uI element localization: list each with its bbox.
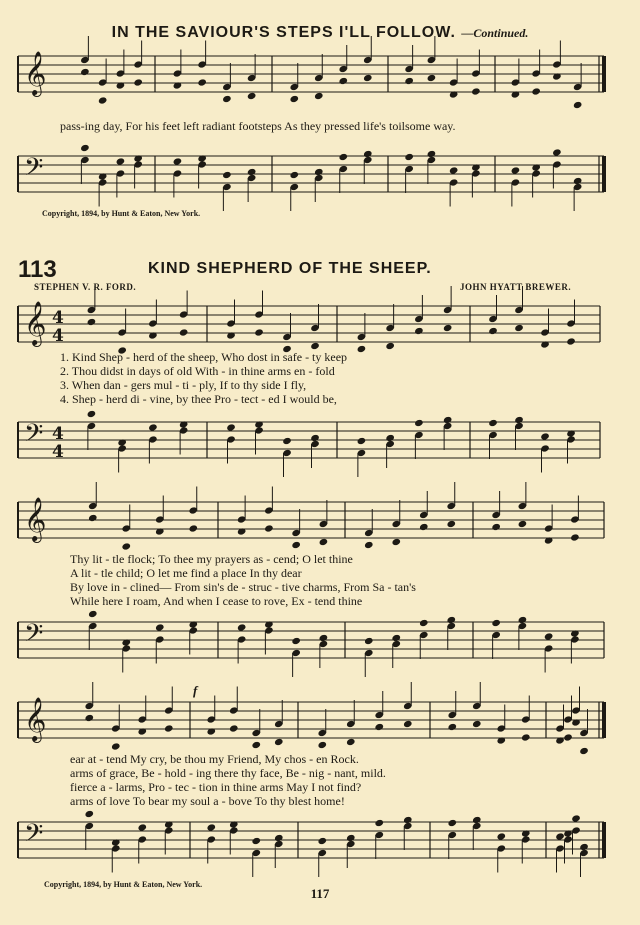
note-head: [385, 434, 395, 442]
note-head: [87, 410, 97, 418]
note-head: [472, 816, 482, 824]
note-head: [247, 92, 257, 100]
note-head: [317, 741, 327, 749]
note-head: [514, 324, 524, 332]
note-head: [310, 342, 320, 350]
note-head: [314, 168, 324, 176]
note-head: [251, 837, 261, 845]
note-head: [111, 742, 121, 750]
note-head: [222, 171, 232, 179]
note-head: [179, 328, 189, 336]
note-head: [319, 538, 329, 546]
note-head: [374, 819, 384, 827]
note-head: [254, 328, 264, 336]
note-head: [404, 153, 414, 161]
continued-copyright: Copyright, 1894, by Hunt & Eaton, New York.: [42, 209, 201, 218]
note-head: [237, 623, 247, 631]
note-head: [579, 843, 589, 851]
note-head: [471, 87, 481, 95]
clefs: [24, 51, 64, 854]
note-head: [414, 327, 424, 335]
bass-clef: 𝄢: [24, 153, 44, 188]
note-head: [173, 157, 183, 165]
note-head: [88, 610, 98, 618]
time-signature-bottom: 4: [52, 442, 64, 462]
treble-clef: 𝄞: [24, 697, 47, 741]
note-head: [472, 720, 482, 728]
note-head: [563, 733, 573, 741]
note-heads: [80, 36, 589, 877]
note-head: [80, 68, 90, 76]
verse-line: 4. Shep - herd di - vine, by thee Pro - tect - ed I would be,: [60, 392, 337, 406]
note-head: [188, 524, 198, 532]
note-head: [521, 733, 531, 741]
note-head: [357, 345, 367, 353]
note-head: [357, 437, 367, 445]
note-head: [197, 78, 207, 86]
note-head: [544, 632, 554, 640]
note-head: [84, 714, 94, 722]
continued-hymn-title: IN THE SAVIOUR'S STEPS I'LL FOLLOW. —Continued.: [111, 24, 529, 41]
note-head: [518, 520, 528, 528]
time-signature-top: 4: [52, 424, 64, 444]
note-head: [555, 832, 565, 840]
note-head: [164, 724, 174, 732]
note-head: [414, 419, 424, 427]
note-head: [491, 523, 501, 531]
verse-line: While here I roam, And when I cease to rove, Ex - tend thine: [70, 594, 363, 608]
verse-line: A lit - tle child; O let me find a place In thy dear: [70, 566, 302, 580]
note-head: [226, 423, 236, 431]
note-head: [274, 738, 284, 746]
note-head: [247, 168, 257, 176]
note-head: [363, 150, 373, 158]
note-head: [310, 434, 320, 442]
note-head: [449, 166, 459, 174]
dynamic-forte: f: [193, 683, 198, 698]
note-head: [403, 720, 413, 728]
note-head: [419, 523, 429, 531]
hymn-copyright: Copyright, 1894, by Hunt & Eaton, New York.: [44, 880, 203, 889]
verse-line: arms of love To bear my soul a - bove To thy blest home!: [70, 794, 345, 808]
note-head: [133, 78, 143, 86]
note-head: [531, 87, 541, 95]
note-head: [518, 616, 528, 624]
note-head: [346, 738, 356, 746]
note-head: [427, 74, 437, 82]
note-head: [514, 416, 524, 424]
treble-clef: 𝄞: [24, 301, 47, 345]
note-head: [566, 337, 576, 345]
note-head: [363, 74, 373, 82]
note-head: [121, 542, 131, 550]
bass-clef: 𝄢: [24, 819, 44, 854]
note-head: [552, 148, 562, 156]
note-head: [488, 419, 498, 427]
author-credit: STEPHEN V. R. FORD.: [34, 282, 137, 292]
note-head: [447, 819, 457, 827]
note-head: [251, 741, 261, 749]
treble-clef: 𝄞: [24, 497, 47, 541]
note-head: [116, 157, 126, 165]
note-head: [346, 834, 356, 842]
note-head: [338, 153, 348, 161]
note-head: [443, 324, 453, 332]
note-head: [403, 816, 413, 824]
note-head: [391, 634, 401, 642]
note-head: [488, 327, 498, 335]
note-head: [427, 150, 437, 158]
note-head: [573, 101, 583, 109]
note-head: [289, 171, 299, 179]
note-head: [364, 637, 374, 645]
note-head: [314, 92, 324, 100]
bass-clef: 𝄢: [24, 419, 44, 454]
verse-line: ear at - tend My cry, be thou my Friend, My chos - en Rock.: [70, 752, 359, 766]
note-head: [317, 837, 327, 845]
verse-line: arms of grace, Be - hold - ing there thy face, Be - nig - nant, mild.: [70, 766, 386, 780]
note-head: [87, 318, 97, 326]
note-head: [571, 814, 581, 822]
verse-line: Thy lit - tle flock; To thee my prayers as - cend; O let thine: [70, 552, 353, 566]
note-head: [148, 423, 158, 431]
note-head: [319, 634, 329, 642]
note-head: [446, 616, 456, 624]
note-head: [155, 623, 165, 631]
note-head: [98, 96, 108, 104]
note-head: [491, 619, 501, 627]
note-head: [511, 166, 521, 174]
note-head: [391, 538, 401, 546]
verse-line: 2. Thou didst in days of old With - in thine arms en - fold: [60, 364, 335, 378]
page-number: 117: [310, 886, 330, 901]
note-head: [496, 832, 506, 840]
note-head: [443, 416, 453, 424]
hymn-number: 113: [18, 256, 57, 283]
note-head: [222, 95, 232, 103]
note-head: [229, 724, 239, 732]
note-head: [274, 834, 284, 842]
note-head: [80, 144, 90, 152]
note-head: [540, 432, 550, 440]
note-head: [282, 437, 292, 445]
verse-line: 1. Kind Shep - herd of the sheep, Who dost in safe - ty keep: [60, 350, 348, 364]
composer-credit: JOHN HYATT BREWER.: [460, 282, 572, 292]
hymn-title: KIND SHEPHERD OF THE SHEEP.: [148, 260, 432, 277]
note-head: [446, 520, 456, 528]
note-head: [264, 524, 274, 532]
note-head: [385, 342, 395, 350]
note-head: [88, 514, 98, 522]
note-head: [447, 723, 457, 731]
note-head: [570, 533, 580, 541]
continued-lyric: pass-ing day, For his feet left radiant footsteps As they pressed life's toilsome way.: [60, 119, 456, 133]
note-head: [291, 637, 301, 645]
treble-clef: 𝄞: [24, 51, 47, 95]
note-head: [291, 541, 301, 549]
verse-line: fierce a - larms, Pro - tec - tion in thine arms May I not find?: [70, 780, 362, 794]
time-signature-bottom: 4: [52, 326, 64, 346]
note-head: [374, 723, 384, 731]
note-head: [289, 95, 299, 103]
note-head: [137, 823, 147, 831]
note-head: [84, 810, 94, 818]
note-head: [206, 823, 216, 831]
verse-line: By love in - clined— From sin's de - struc - tive charms, From Sa - tan's: [70, 580, 416, 594]
verse-line: 3. When dan - gers mul - ti - ply, If to thy side I fly,: [60, 378, 307, 392]
bass-clef: 𝄢: [24, 619, 44, 654]
note-head: [364, 541, 374, 549]
note-head: [419, 619, 429, 627]
time-signature-top: 4: [52, 308, 64, 328]
note-head: [338, 77, 348, 85]
note-head: [579, 747, 589, 755]
note-head: [573, 177, 583, 185]
note-head: [404, 77, 414, 85]
